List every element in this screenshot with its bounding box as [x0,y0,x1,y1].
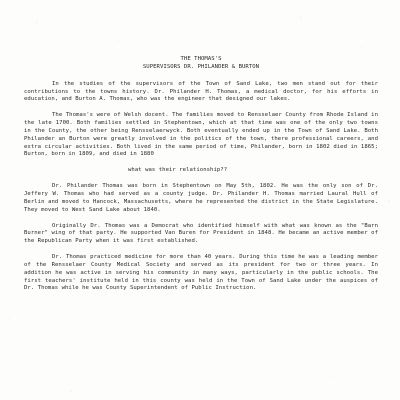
paragraph-philander-birth: Dr. Philander Thomas was born in Stephentown on May 5th, 1802. He was the only son of Dr. Jeffery W. Thomas who had served as a county judge. Dr. Philander H. Thomas married Laural Hull of Berlin and moved to Hancock, Massachusetts, where he represented the district in the State Legislature. They moved to West Sand Lake about 1840. [24,183,378,213]
paragraph-intro: In the studies of the supervisors of the Town of Sand Lake, two men stand out for their contributions to the towns history. Dr. Philander H. Thomas, a medical doctor, for his efforts in education, and Burton A. Thomas, who was the engineer that designed our lakes. [24,80,378,103]
document-title: THE THOMAS'S [180,56,222,62]
document-subtitle: SUPERVISORS DR. PHILANDER & BURTON [142,63,260,70]
paragraph-politics: Originally Dr. Thomas was a Democrat who identified himself with what was known as the "Barn Burner" wing of that party. He supported Van Buren for President in 1848. He became an active member of the Republican Party when it was first established. [24,222,378,245]
paragraph-question: what was their relationship?? [128,167,228,174]
paragraph-family-origins: The Thomas's were of Welsh docent. The families moved to Rensselaer County from Rhode Island in the late 1700. Both families settled in Stephentown, which at that time was one of the only two towns in the County, the other being Rensselaerwyck. Both eventually ended up in the Town of Sand Lake. Both Philander an Burton were greatly involved in the politics of the town, there professional careers, and extra circular activities. Both lived in the same period of time, Philander, born in 1802 died in 1865; Burton, born in 1809, and died in 1880 [24,112,378,158]
document-heading [24,56,378,72]
paragraph-medicine: Dr. Thomas practiced medicine for more than 40 years. During this time he was a leading member of the Rensselaer County Medical Society and served as its president for two or three years. In addition he was active in serving his community in many ways, particularly in the public schools. The first teachers' institute held in this county was held in the Town of Sand Lake under the auspices of Dr. Thomas while he was County Superintendent of Public Instruction. [24,254,378,292]
